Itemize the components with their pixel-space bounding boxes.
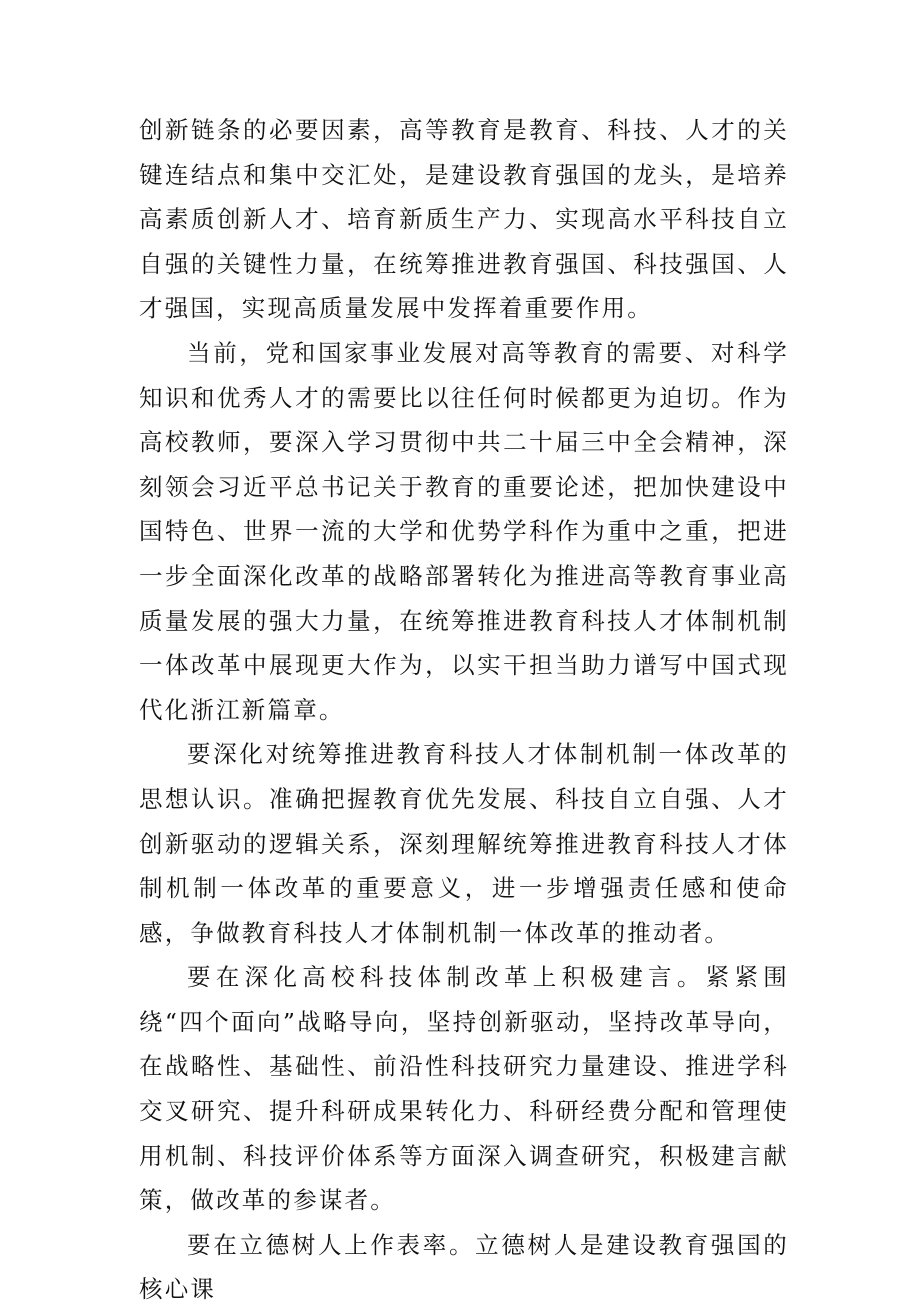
paragraph-1: 创新链条的必要因素，高等教育是教育、科技、人才的关键连结点和集中交汇处，是建设教育强国的龙头，是培养高素质创新人才、培育新质生产力、实现高水平科技自立自强的关键性力量，在统筹推进教育强国、科技强国、人才强国，实现高质量发展中发挥着重要作用。 bbox=[139, 116, 789, 323]
paragraph-4: 要在深化高校科技体制改革上积极建言。紧紧围绕“四个面向”战略导向，坚持创新驱动，坚持改革导向，在战略性、基础性、前沿性科技研究力量建设、推进学科交叉研究、提升科研成果转化力、科研经费分配和管理使用机制、科技评价体系等方面深入调查研究，积极建言献策，做改革的参谋者。 bbox=[139, 963, 789, 1215]
paragraph-5: 要在立德树人上作表率。立德树人是建设教育强国的核心课 bbox=[139, 1230, 789, 1304]
paragraph-2: 当前，党和国家事业发展对高等教育的需要、对科学知识和优秀人才的需要比以往任何时候都更为迫切。作为高校教师，要深入学习贯彻中共二十届三中全会精神，深刻领会习近平总书记关于教育的重要论述，把加快建设中国特色、世界一流的大学和优势学科作为重中之重，把进一步全面深化改革的战略部署转化为推进高等教育事业高质量发展的强大力量，在统筹推进教育科技人才体制机制一体改革中展现更大作为，以实干担当助力谱写中国式现代化浙江新篇章。 bbox=[139, 338, 789, 724]
document-body bbox=[139, 108, 789, 1312]
paragraph-3: 要深化对统筹推进教育科技人才体制机制一体改革的思想认识。准确把握教育优先发展、科技自立自强、人才创新驱动的逻辑关系，深刻理解统筹推进教育科技人才体制机制一体改革的重要意义，进一步增强责任感和使命感，争做教育科技人才体制机制一体改革的推动者。 bbox=[139, 740, 789, 947]
